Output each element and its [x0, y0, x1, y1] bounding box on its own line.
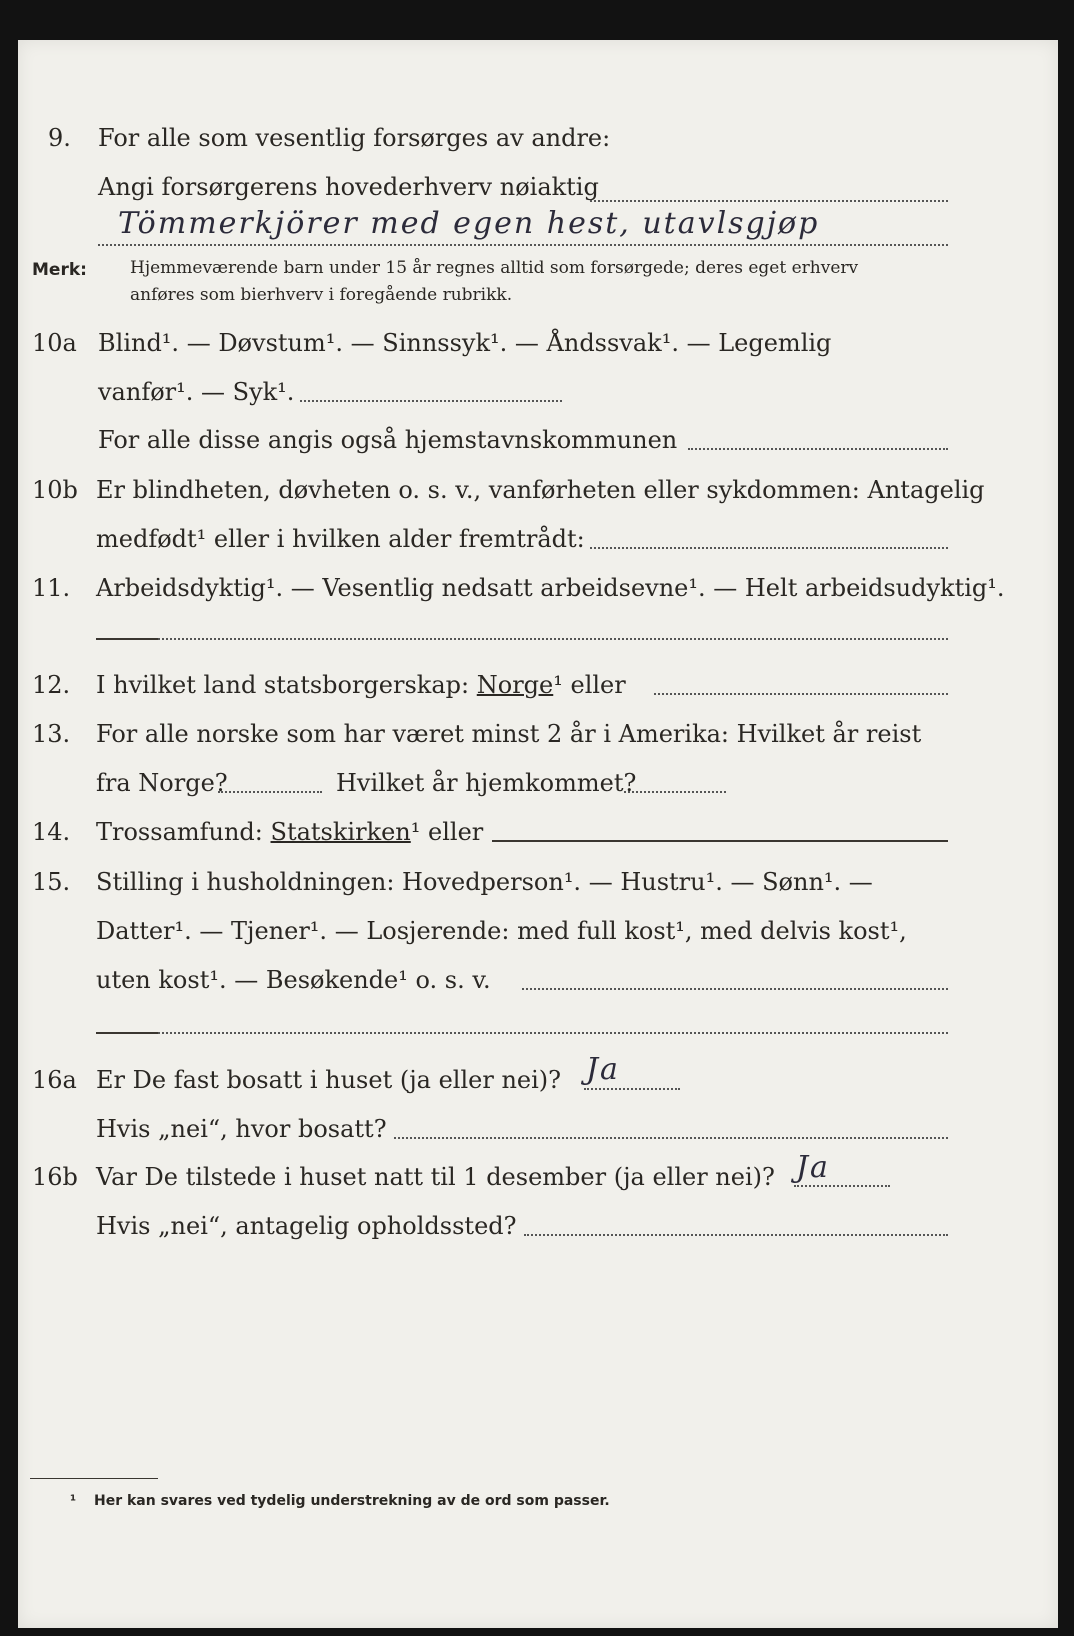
q10a-line3: For alle disse angis også hjemstavnskommunen: [98, 426, 678, 454]
answer-rule: [492, 840, 948, 842]
q14-prefix: Trossamfund:: [96, 818, 263, 846]
answer-dotted-line: [590, 547, 948, 549]
q12-suffix: ¹ eller: [553, 671, 626, 699]
q10b-line2: medfødt¹ eller i hvilken alder fremtrådt:: [96, 525, 585, 553]
handwritten-answer: Ja: [586, 1052, 620, 1087]
answer-rule: [96, 638, 158, 640]
answer-dotted-line: [624, 791, 726, 793]
answer-dotted-line: [654, 693, 948, 695]
question-number: 11.: [32, 574, 71, 602]
q9-line2: Angi forsørgerens hovederhverv nøiaktig: [98, 173, 599, 201]
question-number: 14.: [32, 818, 71, 846]
q13-line2a: fra Norge?: [96, 769, 228, 797]
answer-dotted-line: [522, 988, 948, 990]
merk-label: Merk:: [32, 260, 87, 280]
handwritten-answer: Ja: [796, 1150, 830, 1185]
answer-dotted-line: [794, 1185, 890, 1187]
answer-dotted-line: [158, 638, 948, 640]
q12-underlined-answer: Norge: [476, 671, 554, 699]
merk-line1: Hjemmeværende barn under 15 år regnes alltid som forsørgede; deres eget erhverv: [130, 258, 859, 278]
question-number: 15.: [32, 868, 71, 896]
q13-line2b: Hvilket år hjemkommet?: [336, 769, 637, 797]
footnote-mark: ¹: [70, 1493, 77, 1509]
question-number: 16b: [32, 1163, 78, 1191]
q16a-line1: Er De fast bosatt i huset (ja eller nei)?: [96, 1066, 562, 1094]
answer-rule: [96, 1032, 158, 1034]
q14-suffix: ¹ eller: [410, 818, 484, 846]
merk-line2: anføres som bierhverv i foregående rubrikk.: [130, 285, 513, 305]
answer-dotted-line: [590, 200, 948, 202]
q16b-line1: Var De tilstede i huset natt til 1 desember (ja eller nei)?: [96, 1163, 775, 1191]
q16a-line2: Hvis „nei“, hvor bosatt?: [96, 1115, 387, 1143]
q10a-line1: Blind¹. — Døvstum¹. — Sinnssyk¹. — Åndssvak¹. — Legemlig: [98, 329, 832, 357]
q14-line: [96, 817, 483, 847]
q13-line1: For alle norske som har været minst 2 år i Amerika: Hvilket år reist: [96, 720, 922, 748]
footnote-text: Her kan svares ved tydelig understrekning av de ord som passer.: [94, 1493, 610, 1509]
answer-dotted-line: [524, 1234, 948, 1236]
q15-line3: uten kost¹. — Besøkende¹ o. s. v.: [96, 966, 491, 994]
answer-dotted-line: [584, 1088, 680, 1090]
q10b-line1: Er blindheten, døvheten o. s. v., vanførheten eller sykdommen: Antagelig: [96, 476, 985, 504]
question-number: 16a: [32, 1066, 77, 1094]
question-number: 10b: [32, 476, 78, 504]
answer-dotted-line: [218, 791, 322, 793]
q9-line1: For alle som vesentlig forsørges av andre:: [98, 124, 611, 152]
handwritten-answer: Tömmerkjörer med egen hest, utavlsgjøp: [118, 206, 820, 241]
footnote-separator: [30, 1478, 158, 1479]
q15-line2: Datter¹. — Tjener¹. — Losjerende: med full kost¹, med delvis kost¹,: [96, 917, 907, 945]
answer-dotted-line: [688, 448, 948, 450]
question-number: 10a: [32, 329, 77, 357]
q15-line1: Stilling i husholdningen: Hovedperson¹. — Hustru¹. — Sønn¹. —: [96, 868, 873, 896]
answer-dotted-line: [300, 400, 562, 402]
q12-prefix: I hvilket land statsborgerskap:: [96, 671, 470, 699]
question-number: 9.: [48, 124, 71, 152]
q10a-line2: vanfør¹. — Syk¹.: [98, 378, 295, 406]
q11-line1: Arbeidsdyktig¹. — Vesentlig nedsatt arbeidsevne¹. — Helt arbeidsudyktig¹.: [96, 574, 1005, 602]
answer-dotted-line: [158, 1032, 948, 1034]
q12-line: [96, 670, 626, 700]
q16b-line2: Hvis „nei“, antagelig opholdssted?: [96, 1212, 517, 1240]
answer-dotted-line: [98, 244, 948, 246]
q14-underlined-answer: Statskirken: [270, 818, 411, 846]
question-number: 13.: [32, 720, 71, 748]
question-number: 12.: [32, 671, 71, 699]
answer-dotted-line: [394, 1137, 948, 1139]
census-form-page: [18, 40, 1058, 1628]
